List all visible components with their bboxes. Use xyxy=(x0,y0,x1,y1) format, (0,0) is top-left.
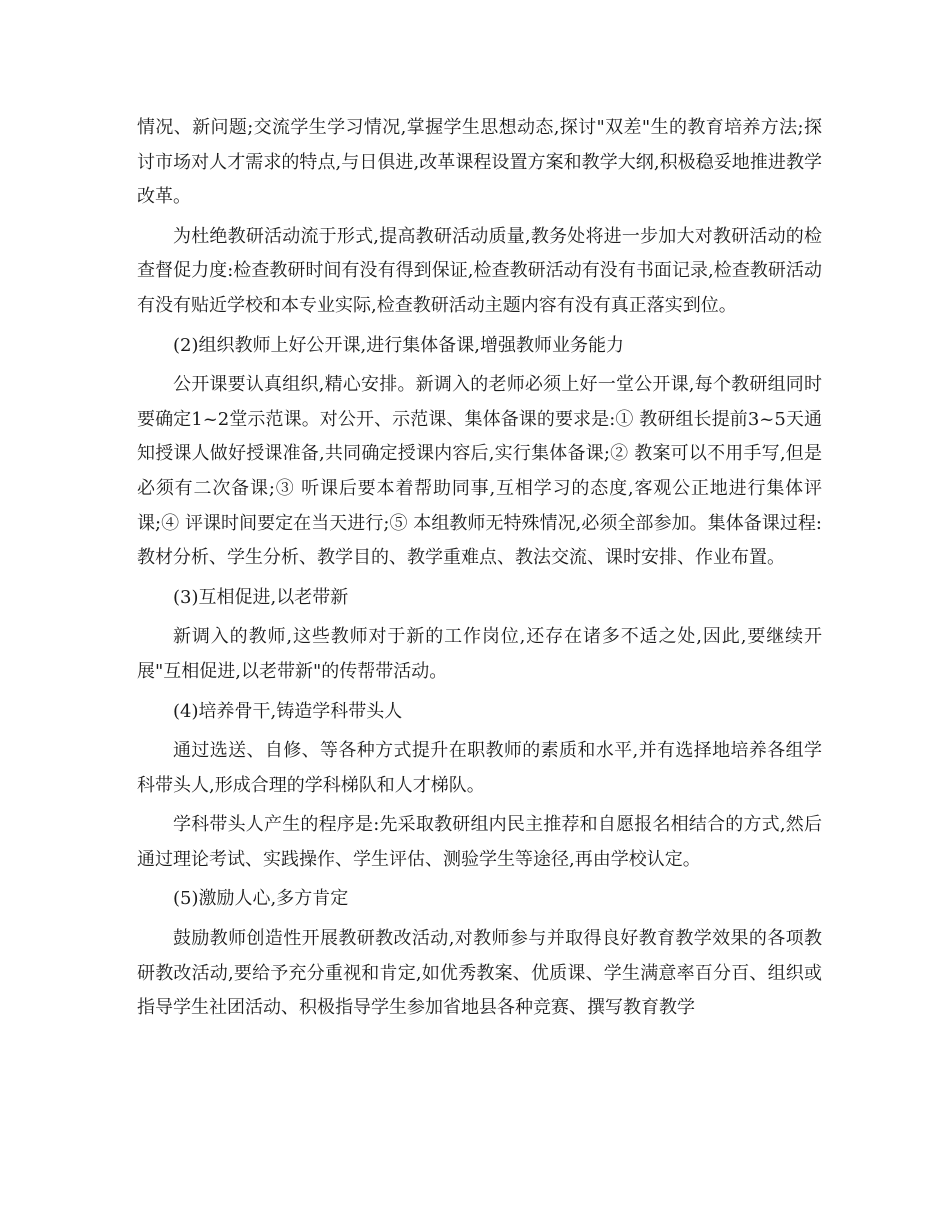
paragraph-leader-procedure: 学科带头人产生的程序是:先采取教研组内民主推荐和自愿报名相结合的方式,然后通过理论考试、实践操作、学生评估、测验学生等途径,再由学校认定。 xyxy=(137,814,822,870)
paragraph-inspection: 为杜绝教研活动流于形式,提高教研活动质量,教务处将进一步加大对教研活动的检查督促力度:检查教研时间有没有得到保证,检查教研活动有没有书面记录,检查教研活动有没有贴近学校和本专业实际,检查教研活动主题内容有没有真正落实到位。 xyxy=(137,225,822,316)
paragraph-open-class: 公开课要认真组织,精心安排。新调入的老师必须上好一堂公开课,每个教研组同时要确定1~2堂示范课。对公开、示范课、集体备课的要求是:① 教研组长提前3~5天通知授课人做好授课准备,共同确定授课内容后,实行集体备课;② 教案可以不用手写,但是必须有二次备课;③ 听课后要本着帮助同事,互相学习的态度,客观公正地进行集体评课;④ 评课时间要定在当天进行;⑤ 本组教师无特殊情况,必须全部参加。集体备课过程:教材分析、学生分析、教学目的、教学重难点、教法交流、课时安排、作业布置。 xyxy=(137,374,822,569)
paragraph-mentoring: 新调入的教师,这些教师对于新的工作岗位,还存在诸多不适之处,因此,要继续开展"互相促进,以老带新"的传帮带活动。 xyxy=(137,626,822,682)
section-heading-incentive: (5)激励人心,多方肯定 xyxy=(173,888,349,910)
paragraph-backbone: 通过选送、自修、等各种方式提升在职教师的素质和水平,并有选择地培养各组学科带头人,形成合理的学科梯队和人才梯队。 xyxy=(137,740,822,796)
paragraph-incentive: 鼓励教师创造性开展教研教改活动,对教师参与并取得良好教育教学效果的各项教研教改活动,要给予充分重视和肯定,如优秀教案、优质课、学生满意率百分百、组织或指导学生社团活动、积极指导学生参加省地县各种竞赛、撰写教育教学 xyxy=(137,928,822,1019)
section-heading-mentoring: (3)互相促进,以老带新 xyxy=(173,586,349,608)
section-heading-open-class: (2)组织教师上好公开课,进行集体备课,增强教师业务能力 xyxy=(173,334,624,356)
document-body xyxy=(137,111,822,1026)
section-heading-backbone: (4)培养骨干,铸造学科带头人 xyxy=(173,700,403,722)
paragraph-continuation: 情况、新问题;交流学生学习情况,掌握学生思想动态,探讨"双差"生的教育培养方法;探讨市场对人才需求的特点,与日俱进,改革课程设置方案和教学大纲,积极稳妥地推进教学改革。 xyxy=(137,117,822,208)
